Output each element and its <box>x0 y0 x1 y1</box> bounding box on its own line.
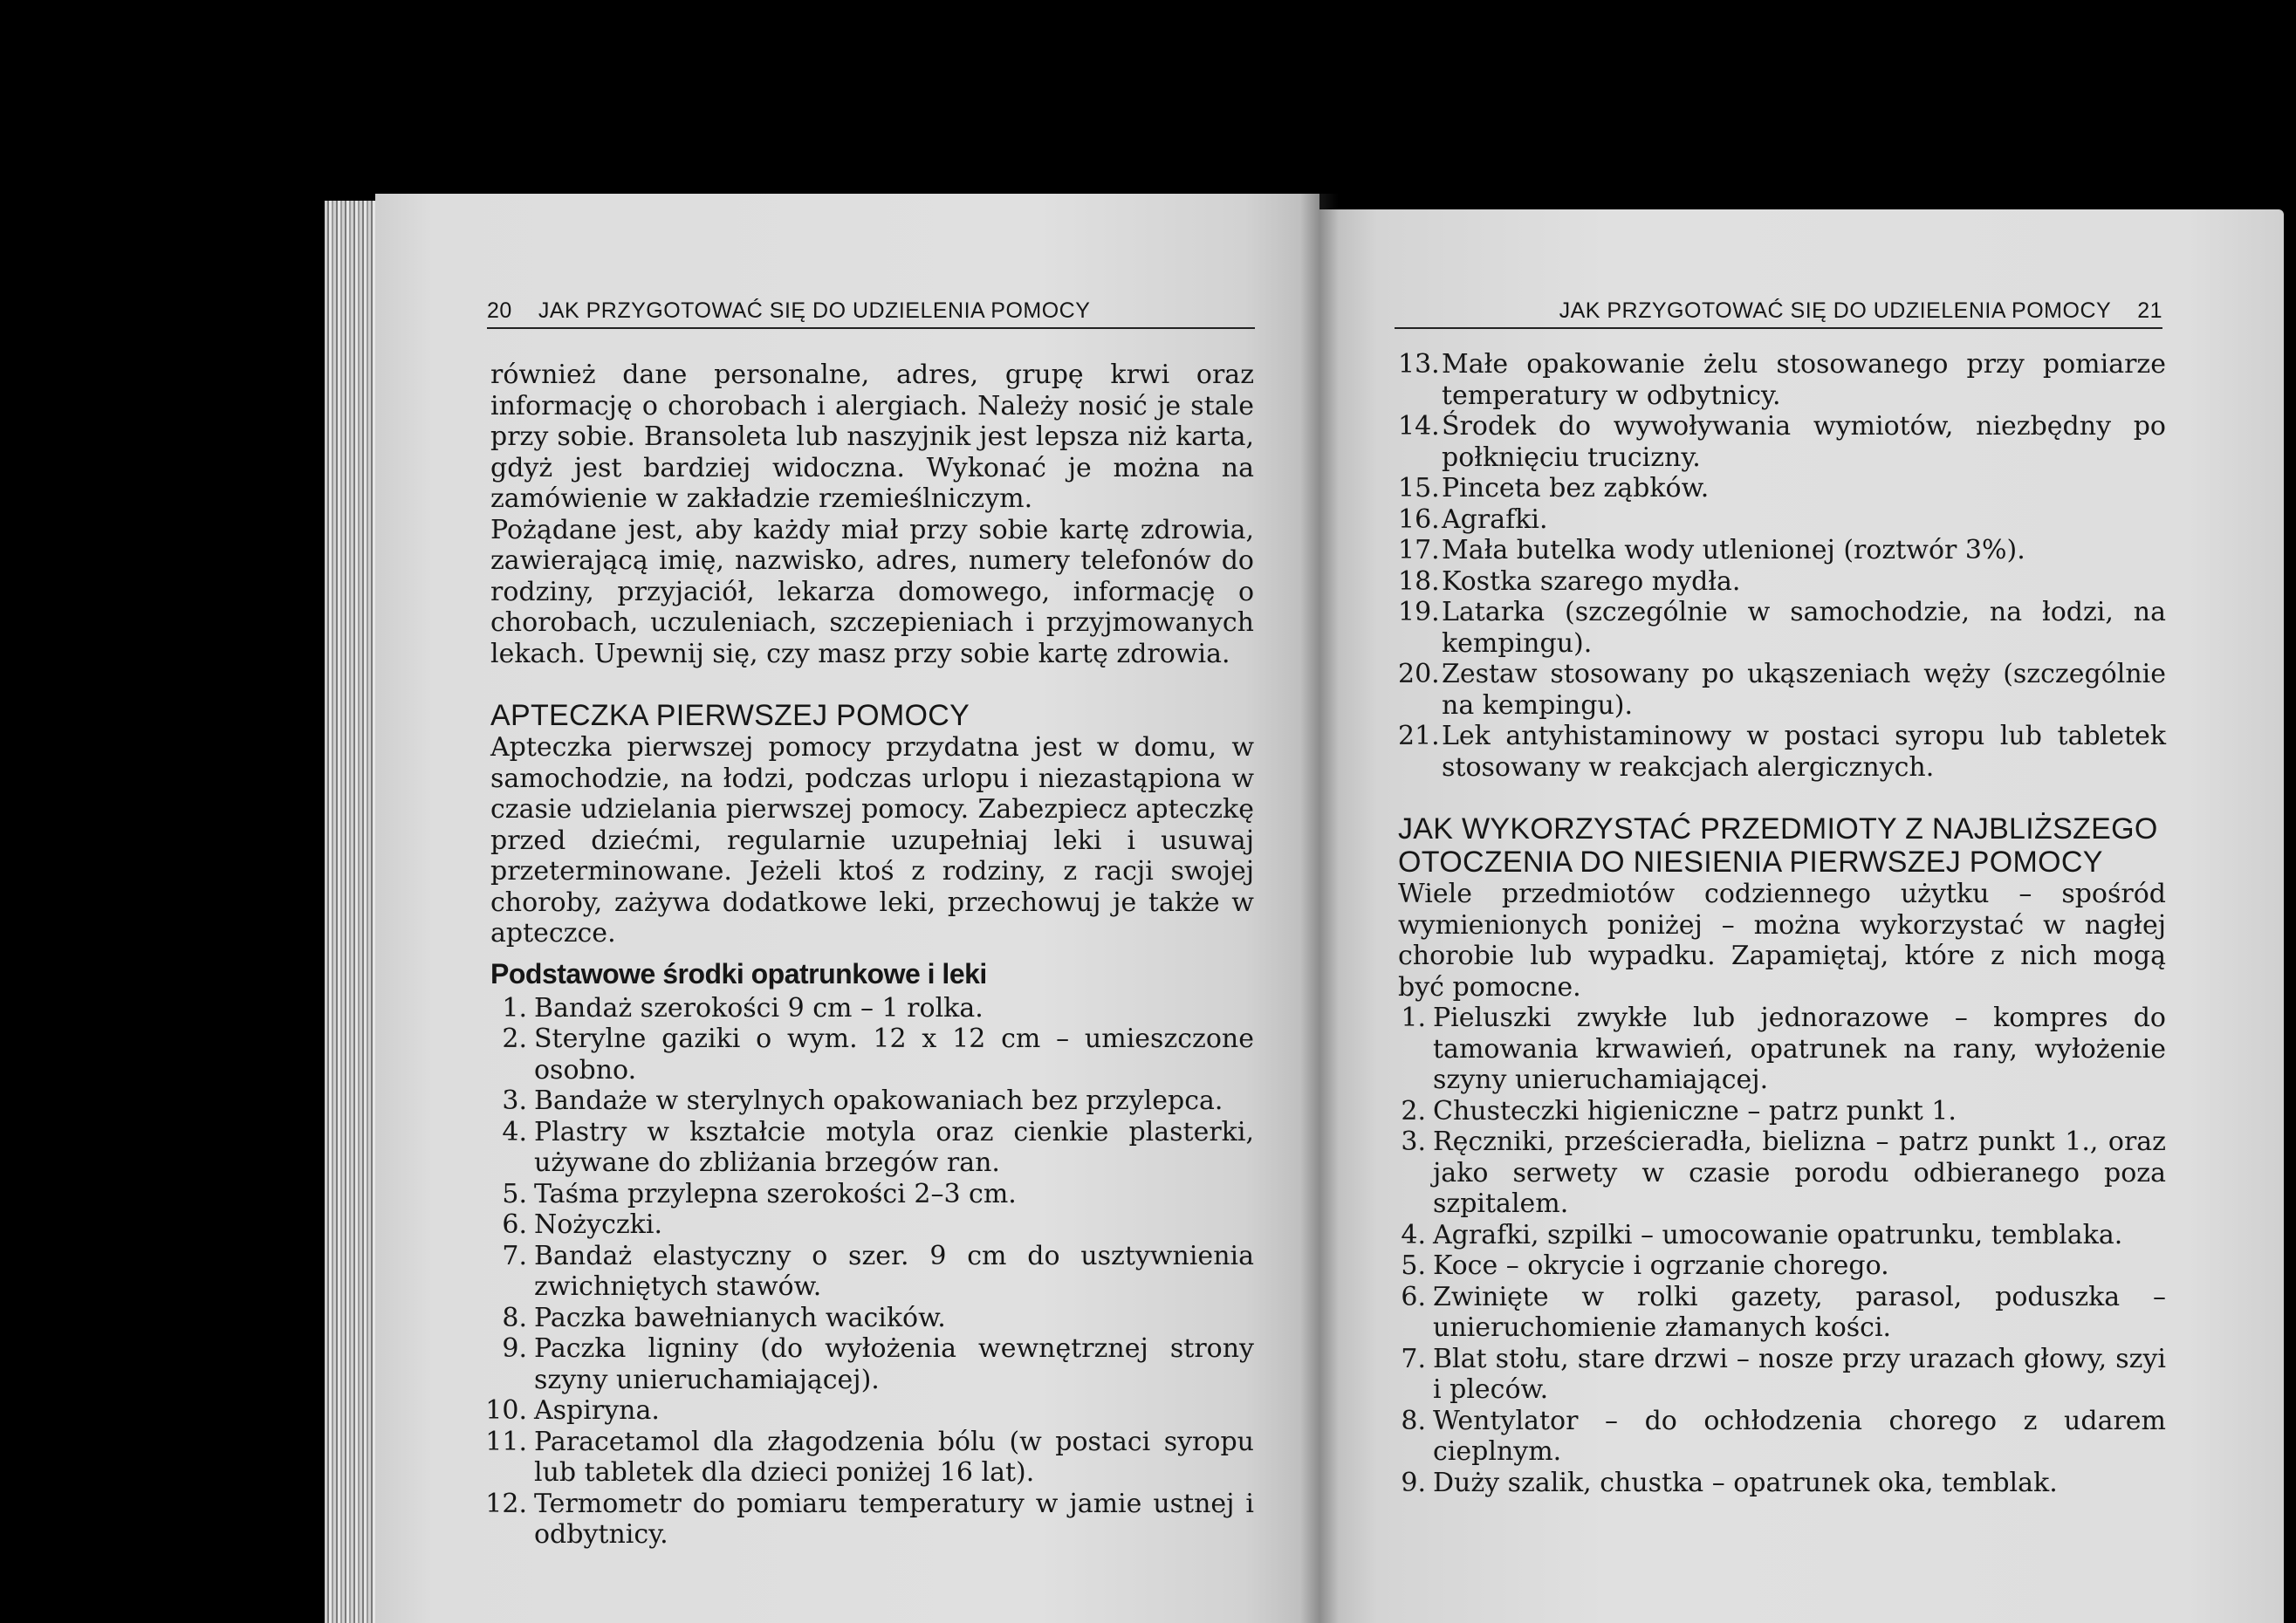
list-item-number: 13. <box>1398 349 1440 380</box>
left-page <box>375 194 1319 1623</box>
list-item <box>490 1241 1254 1303</box>
list-item-number: 20. <box>1398 659 1440 689</box>
right-page-number: 21 <box>2137 298 2162 323</box>
list-item <box>1398 1282 2166 1344</box>
everyday-objects-paragraph: Wiele przedmiotów codziennego użytku – spośród wymienionych poniżej – można wykorzystać w nagłej chorobie lub wypadku. Zapamiętaj, które z nich mogą być pomocne. <box>1398 879 2166 1003</box>
list-item <box>1398 1406 2166 1468</box>
list-item <box>490 1085 1254 1117</box>
list-item-number: 9. <box>1401 1467 1426 1498</box>
list-item-number: 1. <box>502 992 527 1024</box>
right-running-head <box>1395 298 2162 329</box>
first-aid-kit-paragraph: Apteczka pierwszej pomocy przydatna jest w domu, w samochodzie, na łodzi, podczas urlopu i niezastąpiona w czasie udzielania pierwszej pomocy. Zabezpiecz apteczkę przed dziećmi, regularnie uzupełniaj leki i usuwaj przeterminowane. Jeżeli ktoś z rodziny, z racji swojej choroby, zażywa dodatkowe leki, przechowuj je także w apteczce. <box>490 732 1254 948</box>
list-item <box>1398 721 2166 783</box>
list-item-text: Blat stołu, stare drzwi – nosze przy urazach głowy, szyi i pleców. <box>1433 1343 2166 1405</box>
list-item-text: Paczka ligniny (do wyłożenia wewnętrznej strony szyny unieruchamiającej). <box>534 1333 1254 1395</box>
list-item <box>1398 473 2166 504</box>
list-item-text: Taśma przylepna szerokości 2–3 cm. <box>534 1178 1017 1209</box>
list-item-number: 4. <box>502 1116 527 1147</box>
list-item-number: 17. <box>1398 535 1440 565</box>
left-page-content <box>485 360 1254 1551</box>
left-running-head-title: JAK PRZYGOTOWAĆ SIĘ DO UDZIELENIA POMOCY <box>538 298 1091 323</box>
list-item-text: Agrafki. <box>1442 503 1548 535</box>
list-item <box>1398 1220 2166 1251</box>
right-page <box>1319 209 2284 1623</box>
list-item-number: 2. <box>502 1024 527 1054</box>
list-item-text: Kostka szarego mydła. <box>1442 565 1741 597</box>
list-item-number: 3. <box>1401 1127 1426 1157</box>
list-item-number: 7. <box>502 1240 527 1271</box>
list-item-number: 5. <box>502 1178 527 1209</box>
list-item <box>490 1024 1254 1085</box>
list-item-number: 6. <box>1401 1281 1426 1312</box>
list-item-text: Agrafki, szpilki – umocowanie opatrunku, temblaka. <box>1433 1219 2123 1250</box>
left-page-number: 20 <box>487 298 512 323</box>
list-item-number: 18. <box>1398 565 1440 597</box>
supplies-list-continued <box>1398 349 2166 783</box>
list-item <box>490 1209 1254 1241</box>
list-item <box>1398 535 2166 566</box>
list-item-number: 10. <box>485 1395 527 1426</box>
list-item-text: Pieluszki zwykłe lub jednorazowe – kompres do tamowania krwawień, opatrunek na rany, wyłożenie szyny unieruchamiającej. <box>1433 1003 2166 1095</box>
list-item <box>485 1426 1254 1489</box>
right-page-content <box>1398 349 2166 1498</box>
list-item-text: Nożyczki. <box>534 1209 662 1240</box>
list-item <box>1398 1250 2166 1282</box>
list-item-text: Aspiryna. <box>534 1395 660 1426</box>
intro-paragraph: również dane personalne, adres, grupę krwi oraz informację o chorobach i alergiach. Należy nosić je stale przy sobie. Bransoleta lub naszyjnik jest lepsza niż karta, gdyż jest bardziej widoczna. Wykonać je można na zamówienie w zakładzie rzemieślniczym. <box>490 360 1254 514</box>
list-item <box>1398 659 2166 721</box>
list-item <box>485 1395 1254 1427</box>
list-item-text: Bandaż szerokości 9 cm – 1 rolka. <box>534 992 984 1024</box>
supplies-list <box>485 992 1254 1551</box>
list-item <box>1398 597 2166 659</box>
right-running-head-title: JAK PRZYGOTOWAĆ SIĘ DO UDZIELENIA POMOCY <box>1559 298 2112 323</box>
list-item <box>1398 504 2166 536</box>
list-item-number: 7. <box>1401 1343 1426 1374</box>
list-item <box>1398 566 2166 598</box>
list-item <box>1398 1127 2166 1220</box>
list-item-text: Bandaże w sterylnych opakowaniach bez przylepca. <box>534 1085 1223 1116</box>
list-item <box>485 1488 1254 1551</box>
list-item <box>490 1117 1254 1179</box>
list-item-text: Lek antyhistaminowy w postaci syropu lub tabletek stosowany w reakcjach alergicznych. <box>1442 721 2166 783</box>
list-item-text: Pinceta bez ząbków. <box>1442 473 1710 503</box>
list-item-number: 8. <box>502 1302 527 1333</box>
list-item-number: 9. <box>502 1333 527 1364</box>
book-gutter <box>1300 194 1339 1623</box>
list-item-text: Termometr do pomiaru temperatury w jamie ustnej i odbytnicy. <box>534 1488 1254 1550</box>
list-item-text: Paczka bawełnianych wacików. <box>534 1302 946 1333</box>
list-item-number: 15. <box>1398 473 1440 503</box>
list-item <box>1398 1344 2166 1406</box>
list-item-text: Małe opakowanie żelu stosowanego przy pomiarze temperatury w odbytnicy. <box>1442 349 2166 411</box>
list-item-text: Zwinięte w rolki gazety, parasol, poduszka – unieruchomienie złamanych kości. <box>1433 1281 2166 1343</box>
list-item-text: Plastry w kształcie motyla oraz cienkie plasterki, używane do zbliżania brzegów ran. <box>534 1116 1254 1178</box>
list-item <box>1398 1468 2166 1499</box>
list-item-number: 12. <box>485 1488 527 1519</box>
list-item-number: 2. <box>1401 1095 1426 1127</box>
list-item <box>1398 411 2166 473</box>
list-item-text: Wentylator – do ochłodzenia chorego z udarem cieplnym. <box>1433 1405 2166 1467</box>
list-item-text: Bandaż elastyczny o szer. 9 cm do usztywnienia zwichniętych stawów. <box>534 1240 1254 1302</box>
list-item-number: 14. <box>1398 411 1440 442</box>
list-item-text: Koce – okrycie i ogrzanie chorego. <box>1433 1250 1889 1281</box>
list-item-text: Chusteczki higieniczne – patrz punkt 1. <box>1433 1095 1957 1127</box>
list-item-number: 1. <box>1401 1003 1426 1033</box>
list-item-number: 21. <box>1398 721 1440 751</box>
list-item <box>490 1333 1254 1395</box>
list-item-text: Paracetamol dla złagodzenia bólu (w postaci syropu lub tabletek dla dzieci poniżej 16 lat). <box>534 1426 1254 1488</box>
list-item-text: Latarka (szczególnie w samochodzie, na łodzi, na kempingu). <box>1442 597 2166 659</box>
list-item <box>1398 1003 2166 1096</box>
list-item-number: 19. <box>1398 597 1440 627</box>
left-running-head <box>487 298 1255 329</box>
list-item-text: Zestaw stosowany po ukąszeniach węży (szczególnie na kempingu). <box>1442 659 2166 721</box>
list-item-number: 6. <box>502 1209 527 1240</box>
list-item-number: 4. <box>1401 1219 1426 1250</box>
section-heading-first-aid-kit: APTECZKA PIERWSZEJ POMOCY <box>490 699 970 732</box>
objects-list <box>1398 1003 2166 1498</box>
list-item <box>490 993 1254 1024</box>
list-item <box>1398 349 2166 411</box>
list-item-number: 11. <box>485 1426 527 1457</box>
list-item-number: 8. <box>1401 1405 1426 1436</box>
list-item-text: Mała butelka wody utlenionej (roztwór 3%). <box>1442 535 2025 565</box>
subheading-basic-supplies: Podstawowe środki opatrunkowe i leki <box>490 957 987 990</box>
list-item-number: 3. <box>502 1085 527 1116</box>
list-item <box>1398 1096 2166 1127</box>
list-item <box>490 1179 1254 1210</box>
section-heading-everyday-objects: JAK WYKORZYSTAĆ PRZEDMIOTY Z NAJBLIŻSZEGO OTOCZENIA DO NIESIENIA PIERWSZEJ POMOCY <box>1398 812 2158 879</box>
list-item-text: Środek do wywoływania wymiotów, niezbędny po połknięciu trucizny. <box>1442 411 2166 473</box>
list-item-number: 5. <box>1401 1250 1426 1281</box>
list-item-text: Sterylne gaziki o wym. 12 x 12 cm – umieszczone osobno. <box>534 1024 1254 1085</box>
list-item-text: Ręczniki, prześcieradła, bielizna – patrz punkt 1., oraz jako serwety w czasie porodu odbieranego poza szpitalem. <box>1433 1127 2166 1219</box>
intro-paragraph: Pożądane jest, aby każdy miał przy sobie kartę zdrowia, zawierającą imię, nazwisko, adres, numery telefonów do rodziny, przyjaciół, lekarza domowego, informację o chorobach, uczuleniach, szczepieniach i przyjmowanych lekach. Upewnij się, czy masz przy sobie kartę zdrowia. <box>490 514 1254 669</box>
list-item <box>490 1303 1254 1334</box>
list-item-number: 16. <box>1398 503 1440 535</box>
list-item-text: Duży szalik, chustka – opatrunek oka, temblak. <box>1433 1467 2058 1498</box>
